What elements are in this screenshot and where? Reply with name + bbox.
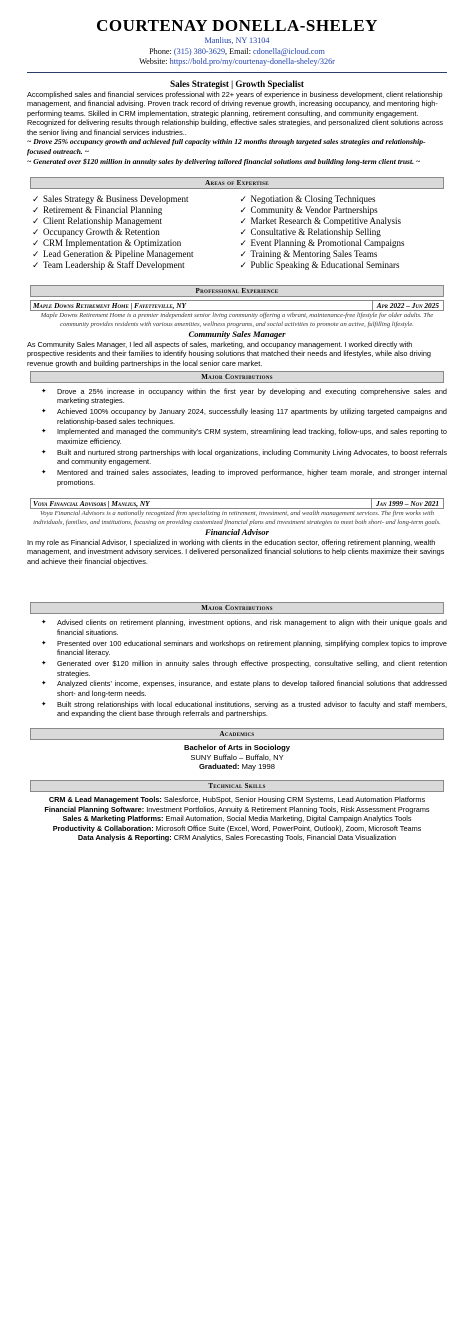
- list-item: ✦ Advised clients on retirement planning, investment options, and risk management to align with their unique goals and financial situations.: [41, 618, 447, 637]
- job-dates: Apr 2022 – Jun 2025: [372, 301, 443, 310]
- company-description: Maple Downs Retirement Home is a premier independent senior living community offering a vibrant, maintenance-free lifestyle for older adults. The community provides residents with various amenities, wellness programs, and social activities to promote an active, fulfilling lifestyle.: [40, 311, 434, 328]
- expertise-right-column: [240, 194, 448, 271]
- bullet-icon: ✦: [41, 660, 47, 668]
- summary-text: Accomplished sales and financial services professional with 22+ years of experience in business development, client relationship management, and financial advising. Proven track record of driving revenue growth, increasing occupancy, and mentoring high-performing teams. Skilled in CRM implementation, strategic planning, retirement consulting, and community engagement. Recognized for delivering results through relationship building, effective sales strategies, and personalized client solutions across the senior living and financial services industries..: [27, 89, 444, 137]
- check-icon: ✓: [239, 193, 248, 204]
- expertise-item: ✓ Market Research & Competitive Analysis: [239, 215, 401, 226]
- bullet-icon: ✦: [41, 408, 47, 416]
- check-icon: ✓: [32, 259, 40, 270]
- expertise-item: ✓ Sales Strategy & Business Development: [32, 193, 189, 204]
- expertise-item: ✓ Consultative & Relationship Selling: [239, 226, 381, 237]
- check-icon: ✓: [239, 204, 248, 215]
- tech-skill-row: Sales & Marketing Platforms: Email Automation, Social Media Marketing, Digital Campaign Analytics Tools: [62, 814, 412, 824]
- tech-skill-row: CRM & Lead Management Tools: Salesforce, HubSpot, Senior Housing CRM Systems, Lead Automation Platforms: [48, 794, 426, 804]
- list-item: ✦ Implemented and managed the community's CRM system, streamlining lead tracking, follow-ups, and sales reporting to maximize efficiency.: [41, 427, 447, 446]
- contributions-heading: Major Contributions: [30, 602, 444, 614]
- expertise-item: ✓ Community & Vendor Partnerships: [239, 204, 378, 215]
- job-title: Community Sales Manager: [188, 328, 286, 339]
- job-dates: Jan 1999 – Nov 2021: [371, 499, 443, 508]
- tech-skill-row: Data Analysis & Reporting: CRM Analytics, Sales Forecasting Tools, Financial Data Visualization: [77, 833, 397, 843]
- job-summary: As Community Sales Manager, I led all aspects of sales, marketing, and occupancy management. I worked directly with prospective residents and their families to identify housing solutions that matched their needs and lifestyles, while also driving revenue growth and building partnerships in the local senior care market.: [27, 339, 431, 369]
- bullet-icon: ✦: [41, 700, 47, 708]
- list-item: ✦ Drove a 25% increase in occupancy within the first year by developing and executing comprehensive sales and marketing strategies.: [41, 386, 447, 406]
- company-name: Voya Financial Advisors | Manlius, NY: [33, 498, 150, 508]
- expertise-item: ✓ Retirement & Financial Planning: [32, 204, 163, 215]
- check-icon: ✓: [239, 237, 248, 248]
- expertise-item: ✓ Training & Mentoring Sales Teams: [239, 248, 378, 259]
- list-item: ✦ Presented over 100 educational seminars and workshops on retirement planning, simplifying complex topics to improve financial literacy.: [41, 638, 447, 658]
- job-title: Financial Advisor: [205, 526, 269, 537]
- contributions-list: [27, 387, 447, 488]
- check-icon: ✓: [32, 248, 40, 259]
- degree: Bachelor of Arts in Sociology: [183, 743, 291, 753]
- tech-skill-row: Financial Planning Software: Investment Portfolios, Annuity & Retirement Planning Tools, Risk Assessment Programs: [44, 804, 430, 814]
- check-icon: ✓: [32, 204, 40, 215]
- check-icon: ✓: [239, 215, 248, 226]
- website-line: [27, 57, 447, 68]
- list-item: ✦ Built and nurtured strong partnerships with local organizations, including Community Living Advocates, to boost referrals and community engagement.: [41, 447, 447, 467]
- expertise-item: ✓ Team Leadership & Staff Development: [32, 259, 185, 270]
- email-link[interactable]: cdonella@icloud.com: [253, 46, 325, 56]
- academics-heading: Academics: [30, 728, 444, 740]
- check-icon: ✓: [239, 259, 248, 270]
- technical-skills-heading: Technical Skills: [30, 780, 444, 792]
- expertise-item: ✓ Lead Generation & Pipeline Management: [32, 248, 194, 259]
- list-item: ✦ Mentored and trained sales associates, leading to improved performance, higher team morale, and stronger internal promotions.: [41, 468, 447, 487]
- job-header-voya: [30, 498, 444, 509]
- expertise-item: ✓ Event Planning & Promotional Campaigns: [239, 237, 405, 248]
- contributions-list: [27, 618, 447, 719]
- job-summary: In my role as Financial Advisor, I specialized in working with clients in the education sector, offering retirement planning, wealth management, and investment advisory services. I delivered personalized financial solutions to help clients maximize their savings and achieve their financial objectives.: [27, 537, 445, 566]
- list-item: ✦ Achieved 100% occupancy by January 2024, successfully leasing 117 apartments by utilizing targeted campaigns and relationship-based sales techniques.: [41, 407, 447, 426]
- bullet-icon: ✦: [41, 619, 47, 627]
- header-divider: [27, 72, 447, 73]
- website-label: Website:: [139, 57, 170, 66]
- check-icon: ✓: [239, 226, 248, 237]
- website-link[interactable]: https://bold.pro/my/courtenay-donella-sheley/326r: [169, 57, 335, 66]
- phone-label: Phone:: [149, 46, 174, 56]
- expertise-left-column: [32, 194, 240, 271]
- summary-highlight-1: ~ Drove 25% occupancy growth and achieved full capacity within 12 months through targeted sales strategies and relationship-focused outreach. ~: [27, 137, 426, 157]
- bullet-icon: ✦: [41, 680, 47, 688]
- expertise-grid: [32, 194, 447, 271]
- candidate-name: COURTENAY DONELLA-SHELEY: [96, 16, 378, 35]
- expertise-item: ✓ Negotiation & Closing Techniques: [239, 193, 376, 204]
- location: Manlius, NY 13104: [204, 36, 270, 45]
- experience-heading: Professional Experience: [30, 285, 444, 297]
- expertise-item: ✓ Client Relationship Management: [32, 215, 162, 226]
- bullet-icon: ✦: [41, 387, 47, 395]
- phone-link[interactable]: (315) 380-3629: [173, 46, 226, 56]
- bullet-icon: ✦: [41, 469, 47, 477]
- contact-line: [27, 47, 447, 58]
- summary-highlight-2: ~ Generated over $120 million in annuity sales by delivering tailored financial solutions and building long-term client trust. ~: [27, 157, 421, 167]
- bullet-icon: ✦: [41, 448, 47, 456]
- tech-skill-row: Productivity & Collaboration: Microsoft Office Suite (Excel, Word, PowerPoint, Outlook), Zoom, Microsoft Teams: [52, 823, 422, 833]
- bullet-icon: ✦: [41, 428, 47, 436]
- graduation: Graduated: May 1998: [199, 762, 275, 772]
- job-header-maple-downs: [30, 300, 444, 311]
- expertise-item: ✓ Public Speaking & Educational Seminars: [239, 259, 400, 270]
- company-name: Maple Downs Retirement Home | Fayetteville, NY: [33, 300, 186, 310]
- check-icon: ✓: [32, 226, 40, 237]
- check-icon: ✓: [32, 193, 40, 204]
- expertise-item: ✓ Occupancy Growth & Retention: [32, 226, 160, 237]
- company-description: Voya Financial Advisors is a nationally recognized firm specializing in retirement, investment, and wealth management services. The firm works with individuals, families, and institutions, focusing on providing customized financial plans and investment strategies to meet both short- and long-term goals.: [33, 509, 441, 526]
- check-icon: ✓: [32, 237, 40, 248]
- bullet-icon: ✦: [41, 639, 47, 647]
- list-item: ✦ Generated over $120 million in annuity sales through effective prospecting, consultative selling, and client retention strategies.: [41, 659, 447, 678]
- expertise-item: ✓ CRM Implementation & Optimization: [32, 237, 182, 248]
- list-item: ✦ Built strong relationships with local educational institutions, serving as a trusted advisor to faculty and staff members, and expanding the client base through referrals and partnerships.: [41, 699, 447, 719]
- school: SUNY Buffalo – Buffalo, NY: [190, 752, 284, 762]
- check-icon: ✓: [239, 248, 248, 259]
- list-item: ✦ Analyzed clients' income, expenses, insurance, and estate plans to develop tailored financial solutions that addressed short- and long-term needs.: [41, 679, 447, 699]
- expertise-heading: Areas of Expertise: [30, 177, 444, 189]
- check-icon: ✓: [32, 215, 40, 226]
- contributions-heading: Major Contributions: [30, 371, 444, 383]
- professional-headline: Sales Strategist | Growth Specialist: [170, 78, 304, 89]
- email-label: , Email:: [225, 46, 254, 56]
